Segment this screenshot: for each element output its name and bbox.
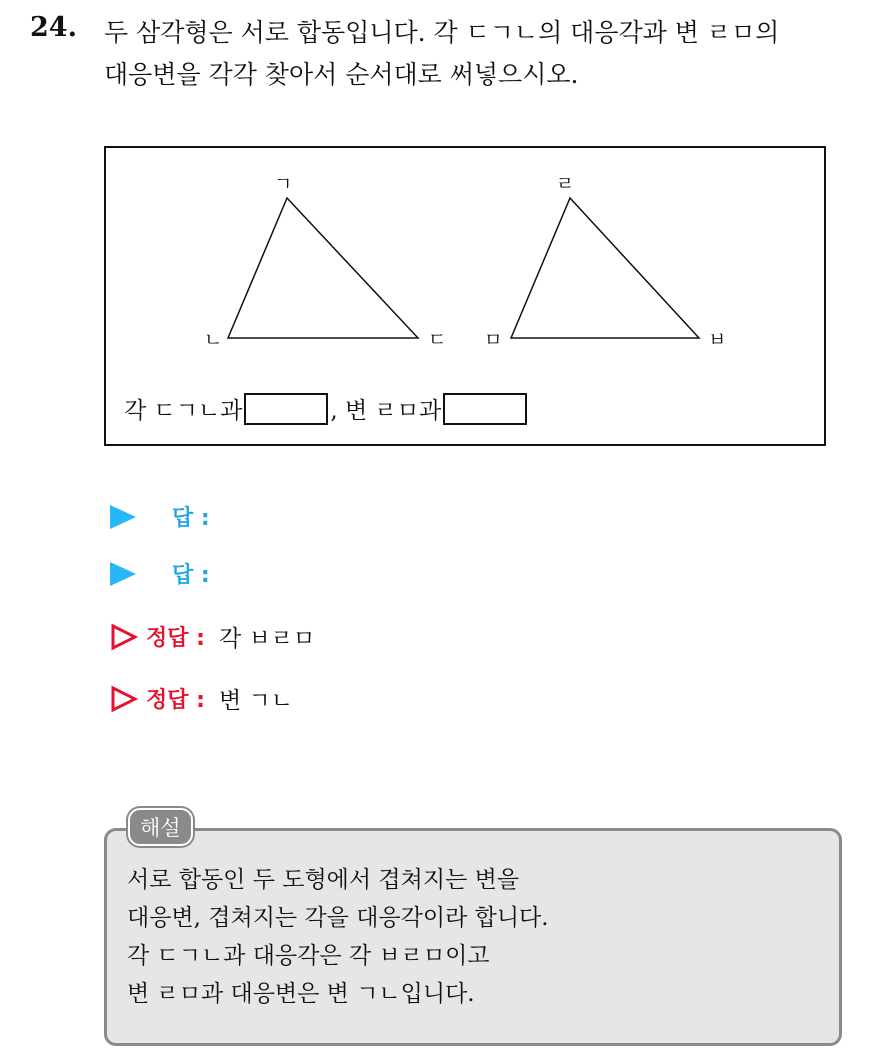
vertex-label-digeut: ㄷ [428, 329, 447, 351]
answer-blank-1[interactable] [244, 393, 328, 425]
question-line-1: 두 삼각형은 서로 합동입니다. 각 ㄷㄱㄴ의 대응각과 변 ㄹㅁ의 [104, 18, 780, 47]
explanation-box [104, 828, 842, 1046]
correct-label: 정답 : [146, 626, 205, 651]
correct-value: 각 ㅂㄹㅁ [218, 626, 316, 652]
play-arrow-icon [110, 562, 136, 586]
answer-row-1 [110, 501, 210, 532]
answer-row-2 [110, 558, 210, 589]
outline-arrow-icon [110, 685, 138, 713]
figure-box [104, 146, 826, 446]
fill-in-row [124, 392, 529, 425]
correct-label: 정답 : [146, 688, 205, 713]
outline-arrow-icon [110, 623, 138, 651]
triangle-1 [228, 198, 418, 338]
fill-middle: , 변 ㄹㅁ과 [330, 398, 442, 424]
answer-blank-2[interactable] [443, 393, 527, 425]
explanation-text [127, 861, 549, 1013]
explanation-tag: 해설 [128, 808, 193, 846]
vertex-label-nieun: ㄴ [204, 329, 223, 351]
vertex-label-mieum: ㅁ [484, 329, 503, 351]
triangle-2 [511, 198, 699, 338]
explanation-line: 각 ㄷㄱㄴ과 대응각은 각 ㅂㄹㅁ이고 [127, 943, 490, 969]
vertex-label-rieul: ㄹ [556, 173, 575, 195]
play-arrow-icon [110, 505, 136, 529]
correct-answer-row-2 [110, 682, 293, 715]
correct-value: 변 ㄱㄴ [218, 688, 293, 714]
explanation-line: 서로 합동인 두 도형에서 겹쳐지는 변을 [127, 867, 520, 893]
question-line-2: 대응변을 각각 찾아서 순서대로 써넣으시오. [104, 60, 579, 89]
explanation-line: 대응변, 겹쳐지는 각을 대응각이라 합니다. [127, 905, 549, 931]
vertex-label-giyeok: ㄱ [274, 173, 293, 195]
answer-label: 답 : [172, 506, 210, 531]
answer-label: 답 : [172, 563, 210, 588]
correct-answer-row-1 [110, 620, 315, 653]
question-number: 24. [30, 12, 77, 43]
question-text [104, 12, 874, 96]
vertex-label-bieup: ㅂ [708, 329, 727, 351]
explanation-line: 변 ㄹㅁ과 대응변은 변 ㄱㄴ입니다. [127, 981, 475, 1007]
fill-prefix: 각 ㄷㄱㄴ과 [124, 398, 243, 424]
